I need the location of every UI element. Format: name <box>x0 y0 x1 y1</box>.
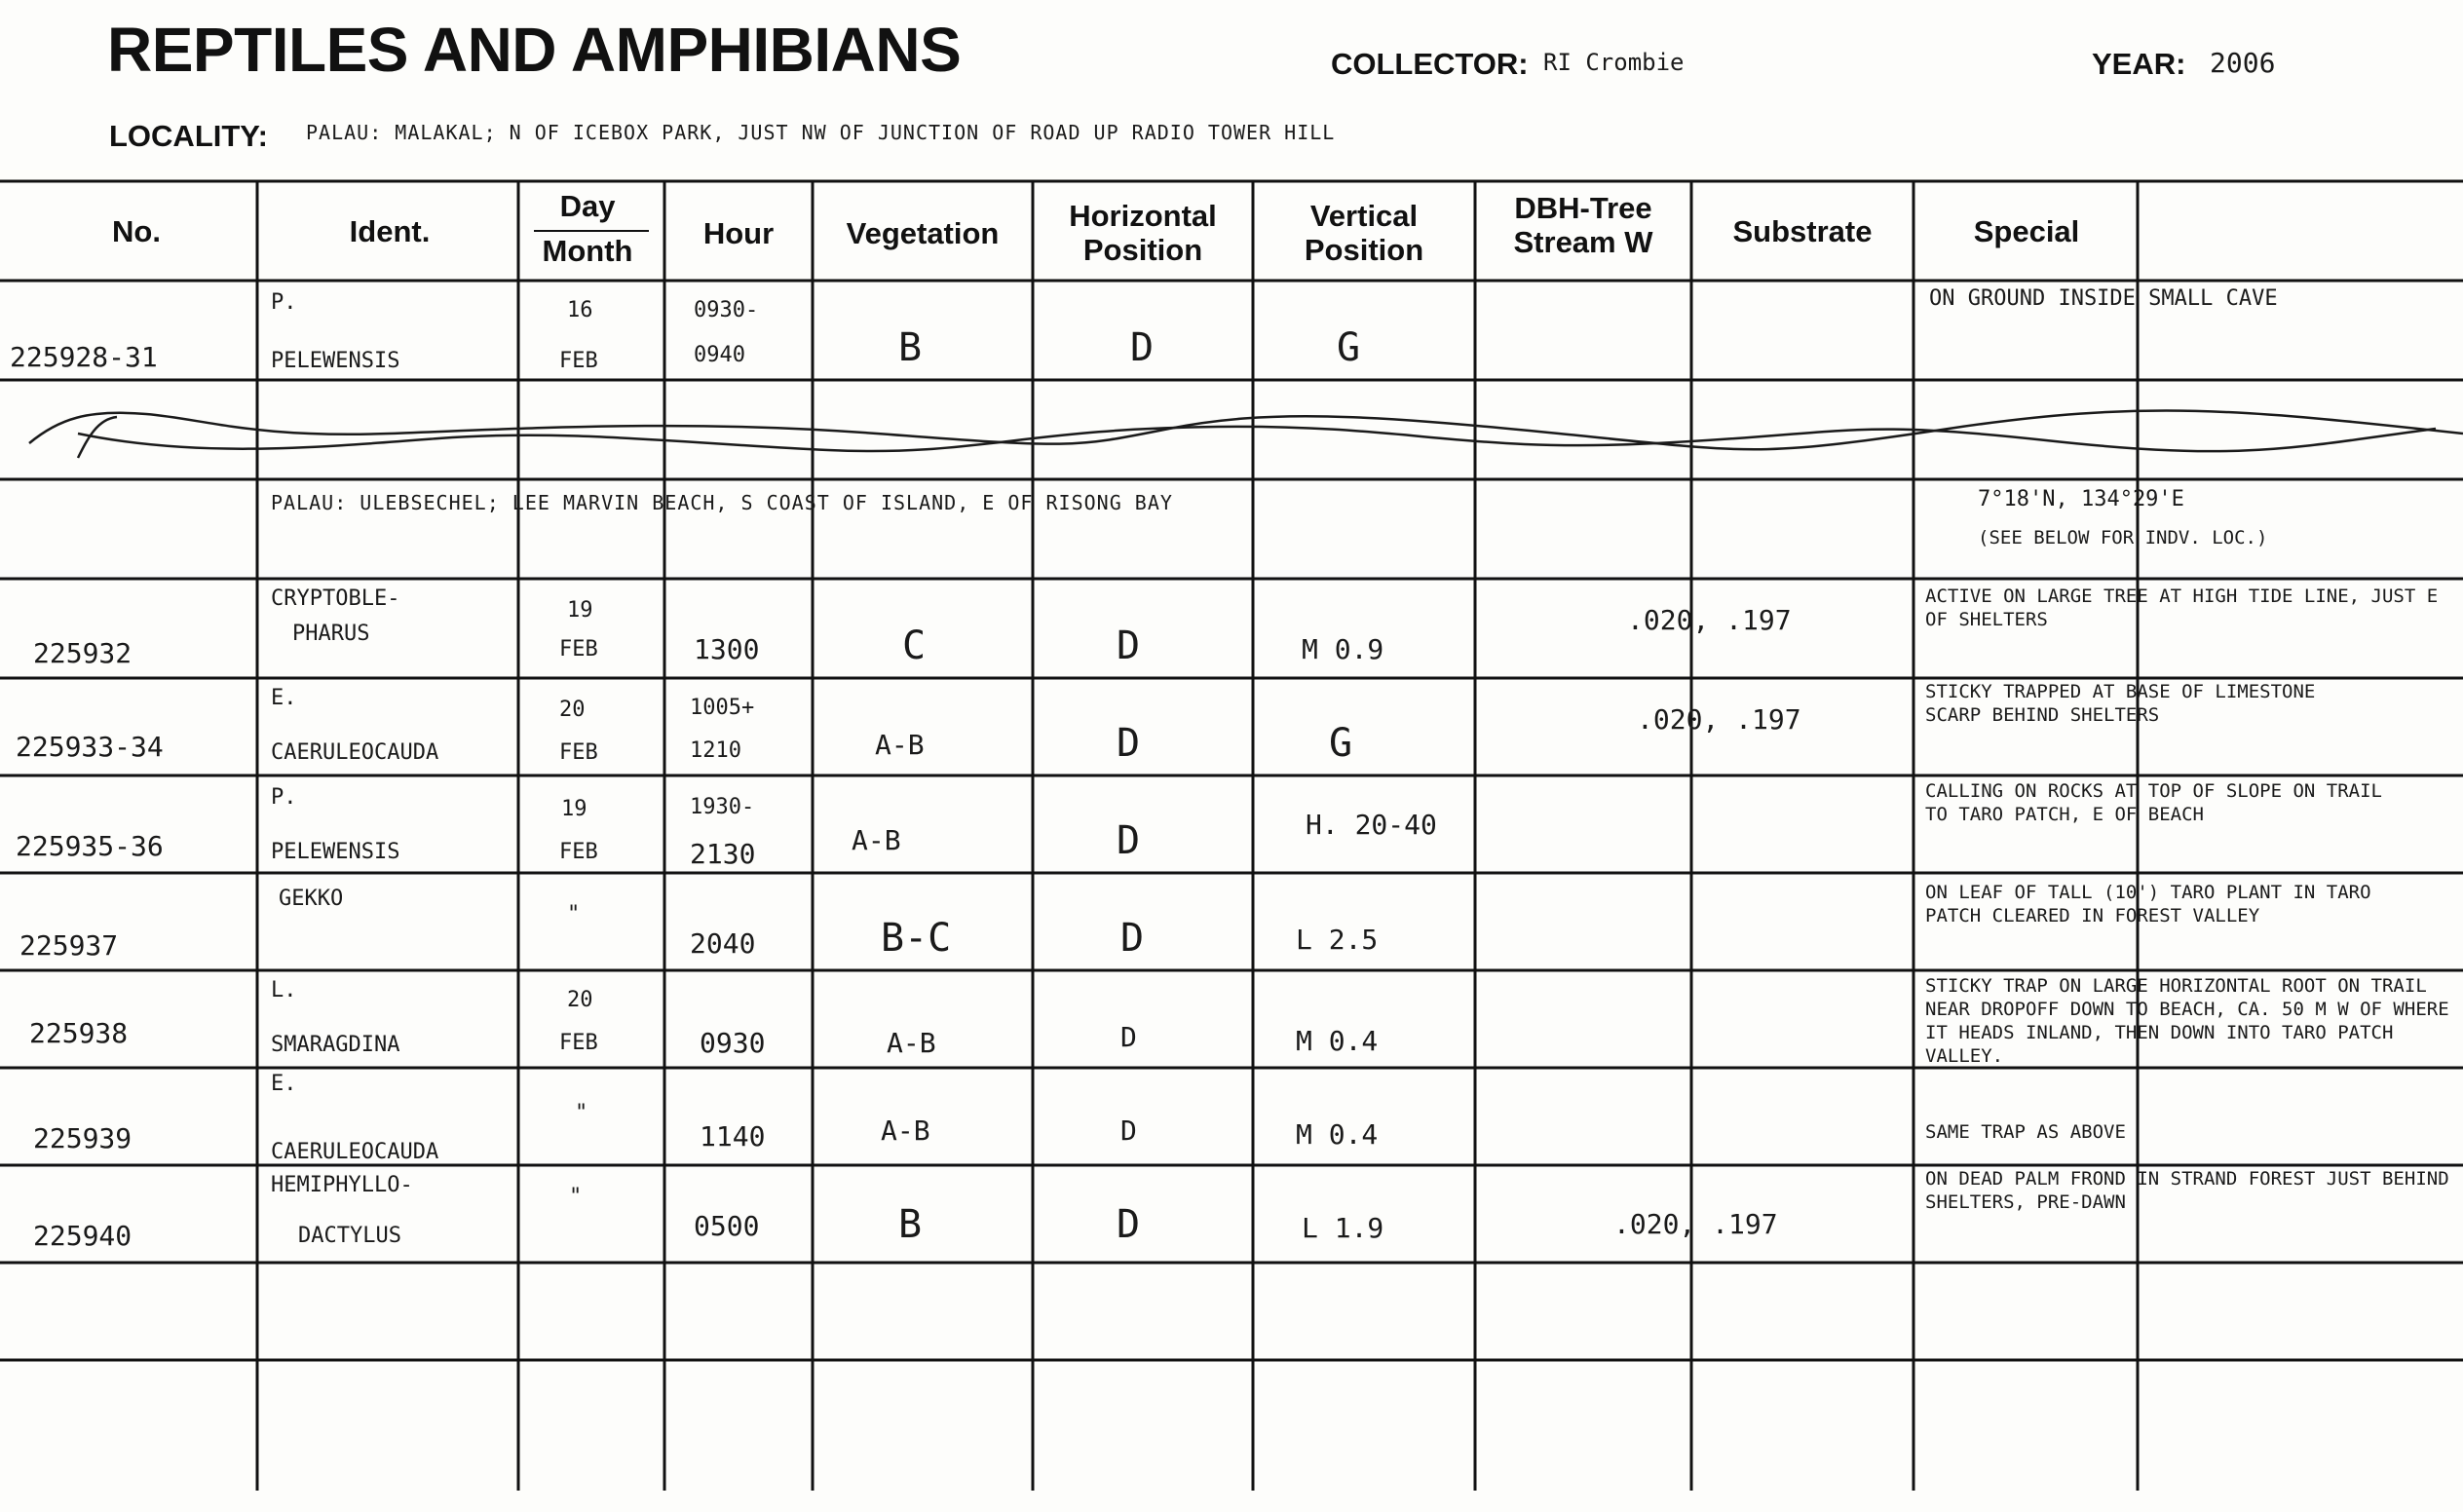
vertical-position-value: M 0.4 <box>1296 1025 1379 1057</box>
vertical-position-value: M 0.4 <box>1296 1118 1379 1151</box>
collector-label: COLLECTOR: <box>1331 47 1529 81</box>
ident-species: CAERULEOCAUDA <box>271 1140 439 1164</box>
col-header-hour: Hour <box>702 216 775 250</box>
special-notes: ACTIVE ON LARGE TREE AT HIGH TIDE LINE, JUST E OF SHELTERS <box>1925 586 2439 630</box>
hour-end: 1140 <box>700 1120 766 1153</box>
special-notes: STICKY TRAP ON LARGE HORIZONTAL ROOT ON TRAIL NEAR DROPOFF DOWN TO BEACH, CA. 50 M W OF WHERE IT HEADS INLAND, THEN DOWN INTO TARO PATCH VALLEY. <box>1925 975 2449 1067</box>
vegetation-value: B <box>898 1202 923 1247</box>
col-header-ident: Ident. <box>349 214 431 248</box>
specimen-number: 225938 <box>29 1017 129 1049</box>
col-header-vertical-line1: Vertical <box>1309 199 1419 233</box>
vertical-position-value: M 0.9 <box>1302 633 1384 665</box>
special-notes: ON LEAF OF TALL (10') TARO PLANT IN TARO PATCH CLEARED IN FOREST VALLEY <box>1925 882 2371 926</box>
ident-species: SMARAGDINA <box>271 1033 400 1057</box>
ident-genus: L. <box>271 978 297 1002</box>
second-locality: PALAU: ULEBSECHEL; LEE MARVIN BEACH, S COAST OF ISLAND, E OF RISONG BAY <box>271 491 1173 514</box>
ident-genus: E. <box>271 686 297 710</box>
specimen-number: 225933-34 <box>16 731 164 763</box>
special-notes: ON GROUND INSIDE SMALL CAVE <box>1929 286 2278 311</box>
special-notes: CALLING ON ROCKS AT TOP OF SLOPE ON TRAIL TO TARO PATCH, E OF BEACH <box>1925 780 2382 825</box>
day-value: 19 <box>561 797 587 821</box>
year-label: YEAR: <box>2092 47 2186 81</box>
ident-genus: HEMIPHYLLO- <box>271 1173 413 1197</box>
horizontal-position-value: D <box>1117 721 1141 766</box>
vertical-position-value: G <box>1337 325 1361 370</box>
specimen-number: 225932 <box>33 637 133 669</box>
ident-genus: CRYPTOBLE- <box>271 586 400 611</box>
month-value: FEB <box>559 1031 598 1055</box>
vertical-position-value: L 1.9 <box>1302 1212 1384 1244</box>
hour-end: 2040 <box>690 927 756 960</box>
col-header-no: No. <box>112 214 161 248</box>
vegetation-value: A-B <box>887 1027 936 1059</box>
hour-start: 1005+ <box>690 696 755 720</box>
col-header-dbh <box>1477 191 1689 259</box>
locality-value: PALAU: MALAKAL; N OF ICEBOX PARK, JUST NW OF JUNCTION OF ROAD UP RADIO TOWER HILL <box>306 121 1336 144</box>
day-value: 19 <box>567 598 593 623</box>
hour-start: 1930- <box>690 795 755 819</box>
ident-species: PELEWENSIS <box>271 349 400 373</box>
vertical-position-value: L 2.5 <box>1296 924 1379 956</box>
specimen-number: 225937 <box>19 929 119 962</box>
special-notes: STICKY TRAPPED AT BASE OF LIMESTONE SCARP BEHIND SHELTERS <box>1925 681 2316 726</box>
col-header-day: Day <box>559 189 616 223</box>
hour-end: 0500 <box>694 1210 760 1242</box>
vegetation-value: A-B <box>852 824 901 856</box>
vegetation-value: B <box>898 325 923 370</box>
horizontal-position-value: D <box>1117 624 1141 668</box>
ident-species: PELEWENSIS <box>271 840 400 864</box>
day-value: 16 <box>567 298 593 322</box>
vegetation-value: A-B <box>881 1115 930 1147</box>
col-header-special: Special <box>1973 214 2080 248</box>
vegetation-value: C <box>902 624 927 668</box>
vertical-position-value: H. 20-40 <box>1306 809 1437 841</box>
horizontal-position-value: D <box>1120 916 1145 961</box>
ident-genus: P. <box>271 290 297 315</box>
horizontal-position-value: D <box>1120 1021 1137 1053</box>
specimen-number: 225928-31 <box>10 341 158 373</box>
col-header-horizontal-line2: Position <box>1082 233 1203 267</box>
day-value: " <box>567 902 581 926</box>
special-notes: SAME TRAP AS ABOVE <box>1925 1121 2126 1143</box>
col-header-vegetation: Vegetation <box>846 216 1000 250</box>
horizontal-position-value: D <box>1120 1115 1137 1147</box>
specimen-number: 225940 <box>33 1220 133 1252</box>
horizontal-position-value: D <box>1117 1202 1141 1247</box>
hour-start: 0930- <box>694 298 759 322</box>
col-header-dbh-line1: DBH-Tree <box>1514 191 1652 225</box>
day-value: 20 <box>567 988 593 1012</box>
col-header-vertical <box>1257 199 1471 267</box>
ident-genus: GEKKO <box>279 887 344 911</box>
ident-species: CAERULEOCAUDA <box>271 740 439 765</box>
coordinates: 7°18'N, 134°29'E <box>1978 487 2184 511</box>
month-value: FEB <box>559 840 598 864</box>
month-value: FEB <box>559 740 598 765</box>
day-value: 20 <box>559 698 586 722</box>
col-header-month: Month <box>542 234 633 268</box>
collector-value: RI Crombie <box>1543 49 1685 76</box>
hour-end: 0940 <box>694 343 745 367</box>
dbh-substrate-value: .020, .197 <box>1627 604 1792 636</box>
hour-end: 0930 <box>700 1027 766 1059</box>
col-header-substrate: Substrate <box>1732 214 1873 248</box>
vegetation-value: B-C <box>881 916 952 961</box>
day-value: " <box>569 1185 583 1209</box>
ident-genus: P. <box>271 785 297 810</box>
hour-end: 2130 <box>690 838 756 870</box>
month-value: FEB <box>559 637 598 662</box>
form-title: REPTILES AND AMPHIBIANS <box>107 15 962 85</box>
hour-end: 1210 <box>690 738 741 763</box>
dbh-substrate-value: .020, .197 <box>1637 703 1801 736</box>
col-header-horizontal-line1: Horizontal <box>1069 199 1217 233</box>
ident-species: DACTYLUS <box>298 1224 401 1248</box>
horizontal-position-value: D <box>1130 325 1155 370</box>
col-header-horizontal <box>1037 199 1249 267</box>
day-value: " <box>575 1101 588 1125</box>
hour-end: 1300 <box>694 633 760 665</box>
year-value: 2006 <box>2210 47 2276 79</box>
col-header-dbh-line2: Stream W <box>1513 225 1653 259</box>
ident-genus: E. <box>271 1072 297 1096</box>
coordinates-note: (SEE BELOW FOR INDV. LOC.) <box>1978 527 2268 548</box>
specimen-number: 225939 <box>33 1122 133 1154</box>
ident-species: PHARUS <box>292 622 370 646</box>
locality-label: LOCALITY: <box>109 119 269 153</box>
special-notes: ON DEAD PALM FROND IN STRAND FOREST JUST BEHIND SHELTERS, PRE-DAWN <box>1925 1168 2449 1213</box>
month-value: FEB <box>559 349 598 373</box>
horizontal-position-value: D <box>1117 818 1141 863</box>
dbh-substrate-value: .020, .197 <box>1613 1208 1778 1240</box>
vertical-position-value: G <box>1329 721 1353 766</box>
specimen-number: 225935-36 <box>16 830 164 862</box>
vegetation-value: A-B <box>875 729 925 761</box>
col-header-vertical-line2: Position <box>1304 233 1424 267</box>
